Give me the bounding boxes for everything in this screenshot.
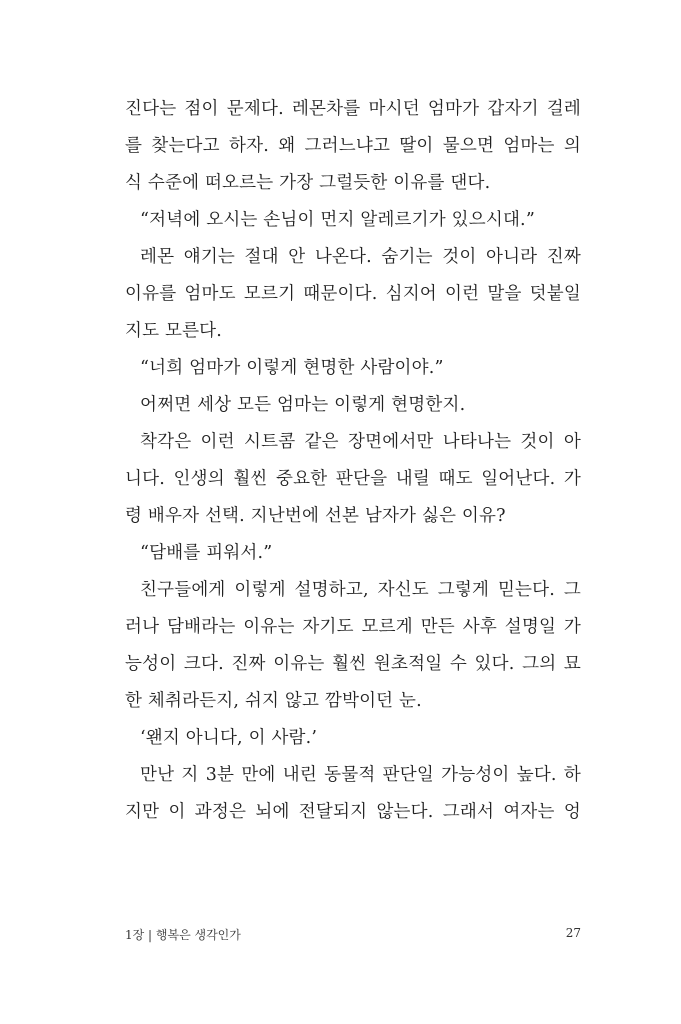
line-text: 진다는 점이 문제다. 레몬차를 마시던 엄마가 갑자기 걸레: [125, 99, 581, 119]
line-text: “너희 엄마가 이렇게 현명한 사람이야.”: [140, 358, 444, 378]
line-text: 한 체취라든지, 쉬지 않고 깜박이던 눈.: [125, 691, 422, 711]
text-line: [125, 165, 581, 202]
line-text: ‘왠지 아니다, 이 사람.’: [140, 728, 318, 748]
line-text: 지도 모른다.: [125, 321, 223, 341]
line-text: 령 배우자 선택. 지난번에 선본 남자가 싫은 이유?: [125, 506, 506, 526]
line-text: “저녁에 오시는 손님이 먼지 알레르기가 있으시대.”: [140, 210, 535, 230]
line-text: 친구들에게 이렇게 설명하고, 자신도 그렇게 믿는다. 그: [140, 580, 581, 600]
line-text: 식 수준에 떠오르는 가장 그럴듯한 이유를 댄다.: [125, 173, 491, 193]
text-line: [125, 276, 581, 313]
line-text: 착각은 이런 시트콤 같은 장면에서만 나타나는 것이 아: [140, 432, 581, 452]
text-line: [125, 128, 581, 165]
line-text: 만난 지 3분 만에 내린 동물적 판단일 가능성이 높다. 하: [140, 765, 581, 785]
text-line: [125, 572, 581, 609]
text-line: [125, 498, 581, 535]
text-line: [125, 720, 581, 757]
text-line: [125, 350, 581, 387]
text-line: [125, 202, 581, 239]
text-line: [125, 757, 581, 794]
text-line: [125, 609, 581, 646]
line-text: 레몬 얘기는 절대 안 나온다. 숨기는 것이 아니라 진짜: [140, 247, 581, 267]
text-line: [125, 794, 581, 831]
line-text: 니다. 인생의 훨씬 중요한 판단을 내릴 때도 일어난다. 가: [125, 469, 581, 489]
line-text: 능성이 크다. 진짜 이유는 훨씬 원초적일 수 있다. 그의 묘: [125, 654, 581, 674]
line-text: 를 찾는다고 하자. 왜 그러느냐고 딸이 물으면 엄마는 의: [125, 136, 581, 156]
page-number: 27: [565, 926, 581, 940]
page-footer: [125, 926, 581, 943]
text-line: [125, 535, 581, 572]
text-line: [125, 91, 581, 128]
line-text: 이유를 엄마도 모르기 때문이다. 심지어 이런 말을 덧붙일: [125, 284, 581, 304]
text-line: [125, 387, 581, 424]
text-line: [125, 646, 581, 683]
body-text: [125, 91, 581, 831]
chapter-title: 1장 | 행복은 생각인가: [125, 928, 241, 942]
text-line: [125, 461, 581, 498]
text-line: [125, 683, 581, 720]
text-line: [125, 313, 581, 350]
text-line: [125, 239, 581, 276]
text-line: [125, 424, 581, 461]
line-text: 어쩌면 세상 모든 엄마는 이렇게 현명한지.: [140, 395, 466, 415]
line-text: “담배를 피워서.”: [140, 543, 273, 563]
line-text: 러나 담배라는 이유는 자기도 모르게 만든 사후 설명일 가: [125, 617, 581, 637]
line-text: 지만 이 과정은 뇌에 전달되지 않는다. 그래서 여자는 엉: [125, 802, 581, 822]
